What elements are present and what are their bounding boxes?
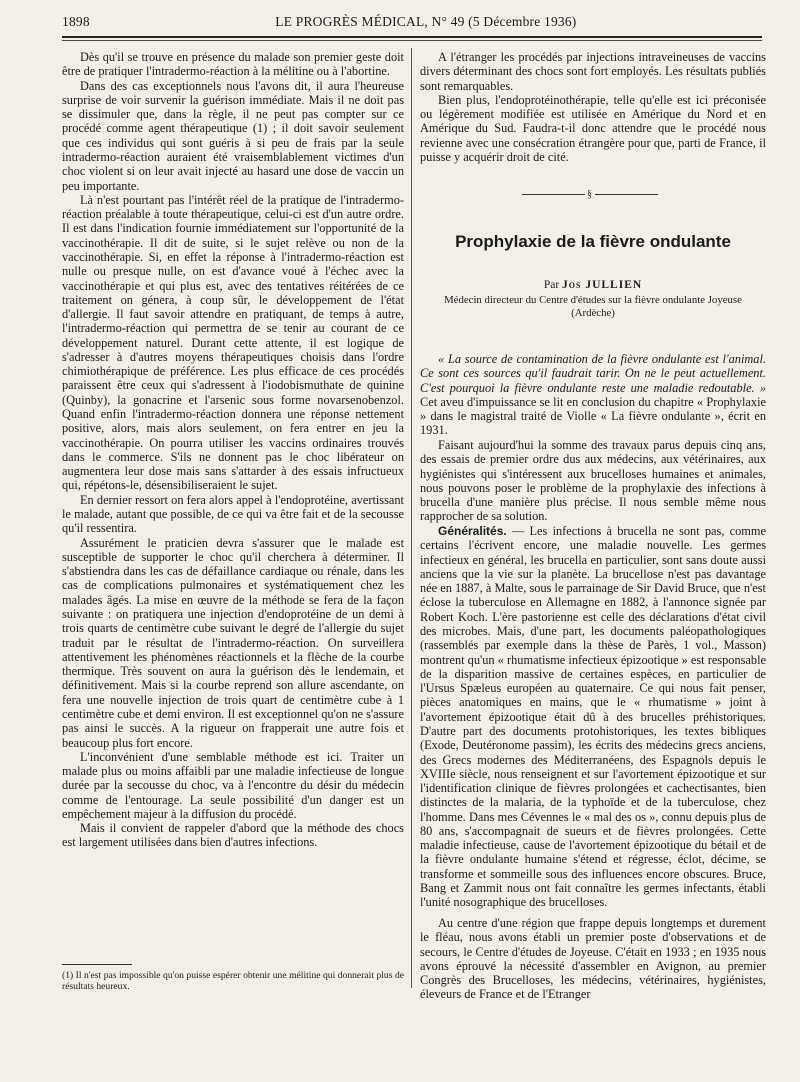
header-rule-thin (62, 40, 762, 41)
author-affiliation: Médecin directeur du Centre d'études sur la fièvre ondulante Joyeuse (Ardèche) (444, 294, 742, 319)
right-paragraph: A l'étranger les procédés par injections intraveineuses de vaccins divers déterminant des chocs sont fort employés. Les résultats publiés sont remarquables. (420, 50, 766, 93)
article-intro (420, 352, 766, 438)
author-name: Jos JULLIEN (562, 279, 643, 291)
running-header (62, 14, 762, 32)
intro-rest: Cet aveu d'impuissance se lit en conclusion du chapitre « Prophylaxie » dans le magistral traité de Violle « La fièvre ondulante », écrit en 1931. (420, 394, 766, 438)
right-paragraph: Bien plus, l'endoprotéinothérapie, telle qu'elle est ici préconisée ou légèrement modifiée est utilisée en Amérique du Nord et en Amérique du Sud. Faudra-t-il donc attendre que le procédé nous revienne avec une consécration étrangère pour que, parti de France, il puisse y acquérir droit de cité. (420, 92, 766, 164)
left-paragraph: Dès qu'il se trouve en présence du malade son premier geste doit être de pratiquer l'intradermo-réaction à la mélitine ou à l'abortine. (62, 50, 404, 79)
byline-prefix: Par (543, 279, 560, 291)
right-column-top (420, 50, 766, 164)
intro-quote: « La source de contamination de la fièvre ondulante est l'animal. Ce sont ces sources qu'il faudrait tarir. On ne le peut actuellement. C'est pourquoi la fièvre ondulante reste une maladie redoutable. » (420, 352, 766, 395)
section-ornament: § (520, 187, 660, 201)
article-paragraph-4 (420, 916, 766, 1002)
journal-title: LE PROGRÈS MÉDICAL, N° 49 (5 Décembre 1936) (275, 14, 577, 29)
generalites-label: Généralités. (438, 524, 507, 538)
page-number: 1898 (62, 14, 90, 29)
footnote-rule (62, 964, 132, 965)
article-byline (420, 279, 766, 291)
left-paragraph: Assurément le praticien devra s'assurer que le malade est susceptible de supporter le choc qu'il cherchera à déterminer. Il s'abstiendra dans les cas de défaillance cardiaque ou rénale, dans les cas de complications pulmonaires et systématiquement chez les malades âgés. La mise en œuvre de la méthode se fera de la façon suivante : on pratiquera une injection d'endoprotéine de un demi à trois quarts de centimètre cube suivant le degré de l'allergie du sujet traduit par le résultat de l'intradermo-réaction. On surveillera attentivement les phénomènes réactionnels et la flèche de la courbe thermique. Très souvent on aura la guérison dès le lendemain, et définitivement. Mais si la courbe reprend son allure ascendante, on fera une nouvelle injection de trois quart de centimètre cube à 1 centimètre cube et demi environ. Il est exceptionnel qu'on ne s'assure pas ainsi le succès. A la rigueur on frapperait une autre fois et beaucoup plus fort encore. (62, 535, 404, 750)
generalites-text: — Les infections à brucella ne sont pas, comme certains l'écrivent encore, une maladie nouvelle. Les germes infectieux en général, les brucella en particulier, sont sans doute aussi anciens que la vie sur la planète. La brucellose n'est pas davantage née en 1887, à Malte, sous le parrainage de Sir David Bruce, que n'est éclose la tuberculose en Allemagne en 1882, à l'annonce signée par Robert Koch. L'ère pastorienne est celle des déclarations d'état civil des microbes. Mais, d'une part, les documents paléopathologiques (rassemblés par exemple dans la thèse de Parès, 1 vol., Masson) montrent qu'un « rhumatisme infectieux épizootique » est responsable de la disparition massive de certaines espèces, en particulier de l'Ursus Spæleus européen au quaternaire. Ce qui nous fait penser, pièces anatomiques en mains, que le « rhumatisme » joint à l'avortement épizootique était dû à des brucelles préhistoriques. D'autre part des documents protohistoriques, les textes bibliques (Exode, Deutéronome passim), les écrits des médecins grecs anciens, des Grecs modernes des Méditerranéens, des Espagnols depuis le XVIIIe siècle, nous renseignent et sur l'avortement épizootique et sur l'identification clinique de fièvres prolongées et cachectisantes, bien distinctes de la malaria, de la typhoïde et de la tuberculose, chez l'homme. Dans mes Cévennes le « mal des os », connu depuis plus de 80 ans, s'accompagnait de sueurs et de fièvres prolongées. Cette maladie infectieuse, cause de l'avortement épizootique du bétail et de la fièvre ondulante humaine s'étend et régresse, éclot, décime, se transforme et sommeille sous des influences encore obscures. Bruce, Bang et Zammit nous ont fait connaître les germes infectants, établi l'unité nosographique des brucelloses. (420, 524, 766, 910)
article-title: Prophylaxie de la fièvre ondulante (455, 232, 731, 251)
left-column (62, 50, 404, 850)
article-paragraph: Faisant aujourd'hui la somme des travaux parus depuis cinq ans, des essais de premier ordre dus aux médecins, aux vétérinaires, aux hygiénistes qui s'intéressent aux brucelloses humaines et animales, nous pouvons poser le problème de la prophylaxie des infections à brucella d'une manière plus précise. Il nous semble même nous rapprocher de sa solution. (420, 438, 766, 524)
left-paragraph: Là n'est pourtant pas l'intérêt réel de la pratique de l'intradermo-réaction préalable à toute thérapeutique, celui-ci est d'un autre ordre. Il est dans l'indication fournie immédiatement sur l'opportunité de la vaccinothérapie. Il dit de suite, si le sujet relève ou non de la vaccinothérapie. Si, en effet la réponse à l'intradermo-réaction est nulle ou presque nulle, on est d'avance voué à l'échec avec la vaccinothérapie et qui plus est, avec des tentatives réitérées de ce traitement on génera, à coup sûr, le développement de l'état d'allergie. Il faut savoir attendre en pratiquant, de temps à autre, l'intradermo-réaction qui permettra de se tenir au courant de ce développement naturel. Durant cette attente, il est logique de s'adresser à d'autres moyens thérapeutiques choisis dans l'ordre chimiothérapique de préférence. Les plus efficace de ces procédés paraissent être ceux qui s'adressent à l'iodobismuthate de quinine (Quinby), la gonacrine et l'arsenic sous forme novarsenobenzol. Quand enfin l'intradermo-réaction donnera une réponse nettement positive, alors, mais alors seulement, on fera entrer en jeu la vaccinothérapie. On pourra utiliser les vaccins ordinaires trouvés dans le commerce. S'ils ne donnent pas le choc libérateur on augmentera leur dose mais sans s'attarder à des essais infructueux qui, répétons-le, désensibiliseraient le sujet. (62, 192, 404, 493)
footnote: (1) Il n'est pas impossible qu'on puisse espérer obtenir une mélitine qui donnerait plus de résultats heureux. (62, 970, 404, 992)
left-paragraph: Dans des cas exceptionnels nous l'avons dit, il aura l'heureuse surprise de voir survenir la guérison immédiate. Mais il ne doit pas se dissimuler que, dans la règle, il ne peut pas compter sur ce procédé comme agent thérapeutique (1) ; il doit savoir seulement que ces individus qui sont guéris à si peu de frais par la seule intradermo-réaction auraient été vraisemblablement victimes d'un choc violent si on leur avait injecté au hasard une dose de vaccin un peu importante. (62, 78, 404, 193)
article-paragraph-2 (420, 438, 766, 524)
article-generalites (420, 524, 766, 910)
header-rule (62, 36, 762, 38)
left-paragraph: En dernier ressort on fera alors appel à l'endoprotéine, avertissant le malade, autant que possible, de ce qui va être fait et de la secousse qu'il ressentira. (62, 492, 404, 536)
left-paragraph: L'inconvénient d'une semblable méthode est ici. Traiter un malade plus ou moins affaibli par une maladie infectieuse de longue durée par la secousse du choc, va à l'encontre du désir du médecin comme de l'entourage. La seule possibilité d'un danger est un empêchement majeur à la diffusion du procédé. (62, 749, 404, 821)
column-separator (411, 48, 412, 988)
article-paragraph: Au centre d'une région que frappe depuis longtemps et durement le fléau, nous avons établi un premier poste d'observations et de secours, le Centre d'études de Joyeuse. C'était en 1933 ; en 1935 nous avons éprouvé la nécessité d'assembler en Avignon, au premier Congrès des Brucelloses, les médecins, vétérinaires, hygiénistes, éleveurs de France et de l'Etranger (420, 916, 766, 1002)
left-paragraph: Mais il convient de rappeler d'abord que la méthode des chocs est largement utilisées dans bien d'autres infections. (62, 821, 404, 850)
